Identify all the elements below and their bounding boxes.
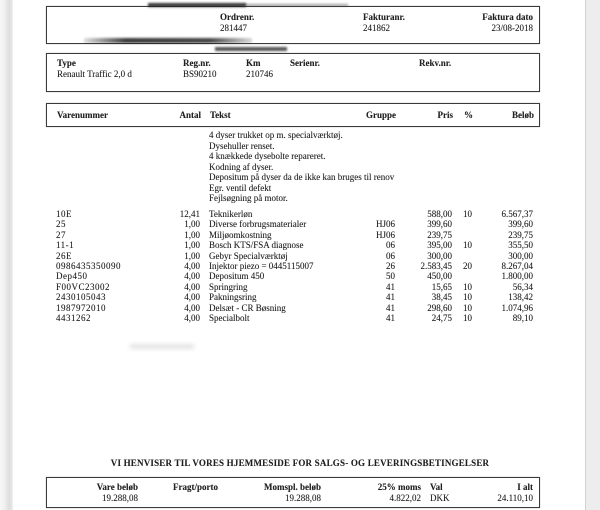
col-tekst: Tekst (210, 110, 231, 120)
item-row (0, 313, 600, 323)
col-belob: Beløb (511, 110, 534, 120)
moms-label: 25% moms (377, 482, 421, 492)
item-row (0, 292, 600, 302)
momspl-belob-value: 19.288,08 (285, 493, 321, 503)
item-belob: 89,10 (512, 312, 533, 323)
vehicle-info-box (46, 53, 540, 92)
item-tekst: Bosch KTS/FSA diagnose (209, 240, 304, 251)
item-varenummer: 26E (56, 250, 72, 261)
item-pris: 298,60 (427, 302, 452, 313)
item-antal: 4,00 (184, 312, 200, 323)
momspl-belob-label: Momspl. beløb (263, 482, 321, 492)
item-belob: 300,00 (508, 250, 533, 261)
item-gruppe: 06 (386, 240, 395, 251)
item-tekst: Gebyr Specialværktøj (209, 250, 288, 261)
item-pris: 399,60 (427, 219, 452, 230)
item-varenummer: 4431262 (56, 312, 91, 323)
item-varenummer: Dep450 (56, 271, 88, 282)
item-tekst: Specialbolt (209, 312, 250, 323)
description-line: Depositum på dyser da de ikke kan bruges til renov (209, 172, 395, 182)
item-gruppe: 41 (386, 281, 395, 292)
item-gruppe: HJ06 (375, 229, 395, 240)
km-value: 210746 (246, 69, 273, 79)
item-pris: 300,00 (427, 250, 452, 261)
item-belob: 399,60 (508, 219, 533, 230)
item-pct: 10 (463, 209, 472, 219)
item-pct: 10 (463, 292, 472, 303)
val-value: DKK (430, 493, 450, 503)
item-row (0, 271, 600, 281)
col-pct: % (464, 110, 473, 120)
item-tekst: Delsæt - CR Bøsning (209, 302, 286, 313)
item-varenummer: 2430105043 (56, 292, 106, 303)
totals-box (46, 477, 540, 508)
i-alt-label: I alt (517, 482, 533, 492)
item-pct: 10 (463, 281, 472, 292)
scan-smudge-dash (215, 47, 287, 51)
vare-belob-value: 19.288,08 (102, 493, 138, 503)
item-tekst: Depositum 450 (209, 271, 265, 282)
moms-value: 4.822,02 (389, 493, 421, 503)
km-label: Km (246, 58, 261, 68)
item-antal: 1,00 (184, 219, 200, 230)
items-table-header (46, 103, 540, 127)
item-belob: 1.800,00 (501, 271, 533, 282)
item-row (0, 209, 600, 219)
item-row (0, 303, 600, 313)
item-antal: 1,00 (184, 229, 200, 240)
item-pris: 239,75 (427, 229, 452, 240)
fakturadato-value: 23/08-2018 (491, 23, 533, 33)
item-pris: 450,00 (427, 271, 452, 282)
description-line: 4 knækkede dysebolte repareret. (209, 151, 326, 161)
col-antal: Antal (179, 110, 201, 120)
item-tekst: Miljøomkostning (209, 229, 272, 240)
item-gruppe: HJ06 (375, 219, 395, 230)
item-pct: 20 (463, 260, 472, 271)
item-antal: 4,00 (184, 271, 200, 282)
item-antal: 1,00 (184, 240, 200, 251)
rekvnr-label: Rekv.nr. (419, 58, 452, 68)
item-antal: 1,00 (184, 250, 200, 261)
fakturanr-value: 241862 (363, 23, 390, 33)
item-gruppe: 06 (386, 250, 395, 261)
item-tekst: Pakningsring (209, 292, 257, 303)
fragt-porto-label: Fragt/porto (173, 482, 218, 492)
item-row (0, 230, 600, 240)
item-varenummer: 10E (56, 209, 72, 219)
order-header-box (46, 6, 540, 44)
item-tekst: Injektor piezo = 0445115007 (209, 260, 314, 271)
item-gruppe: 41 (386, 312, 395, 323)
col-gruppe: Gruppe (365, 110, 396, 120)
ordrenr-value: 281447 (220, 23, 247, 33)
item-belob: 239,75 (508, 229, 533, 240)
val-label: Val (430, 482, 443, 492)
item-pct: 10 (463, 312, 472, 323)
items-rows (0, 209, 600, 323)
item-pris: 24,75 (431, 312, 452, 323)
item-pris: 2.583,45 (420, 260, 452, 271)
regnr-value: BS90210 (183, 69, 217, 79)
item-belob: 8.267,04 (501, 260, 533, 271)
type-value: Renault Traffic 2,0 d (57, 69, 132, 79)
regnr-label: Reg.nr. (183, 58, 211, 68)
item-antal: 4,00 (184, 302, 200, 313)
description-line: Fejlsøgning på motor. (209, 193, 288, 203)
item-pris: 15,65 (431, 281, 452, 292)
footer-notice: VI HENVISER TIL VORES HJEMMESIDE FOR SALGS- OG LEVERINGSBETINGELSER (110, 458, 490, 468)
item-pct: 10 (463, 302, 472, 313)
i-alt-value: 24.110,10 (497, 493, 533, 503)
item-antal: 4,00 (184, 260, 200, 271)
item-belob: 6.567,37 (501, 209, 533, 219)
item-varenummer: 27 (56, 229, 66, 240)
item-tekst: Diverse forbrugsmaterialer (209, 219, 307, 230)
item-belob: 355,50 (508, 240, 533, 251)
item-pris: 588,00 (427, 209, 452, 219)
item-varenummer: 11-1 (56, 240, 75, 251)
item-belob: 1.074,96 (501, 302, 533, 313)
fakturadato-label: Faktura dato (482, 12, 533, 22)
item-row (0, 251, 600, 261)
description-lines (0, 130, 600, 204)
item-gruppe: 26 (386, 260, 395, 271)
ordrenr-label: Ordrenr. (220, 12, 255, 22)
item-belob: 56,34 (512, 281, 533, 292)
description-line: Dysehuller renset. (209, 140, 275, 151)
fakturanr-label: Fakturanr. (363, 12, 405, 22)
item-row (0, 219, 600, 229)
item-gruppe: 41 (386, 302, 395, 313)
item-varenummer: 25 (56, 219, 66, 230)
description-line: Kodning af dyser. (209, 161, 274, 172)
item-pris: 38,45 (431, 292, 452, 303)
item-pris: 395,00 (427, 240, 452, 251)
description-line: Egr. ventil defekt (209, 182, 272, 193)
item-varenummer: 0986435350090 (56, 260, 121, 271)
item-varenummer: F00VC23002 (56, 281, 111, 292)
item-gruppe: 50 (386, 271, 395, 282)
item-belob: 138,42 (508, 292, 533, 303)
item-tekst: Teknikerløn (209, 209, 253, 219)
item-varenummer: 1987972010 (56, 302, 106, 313)
description-line: 4 dyser trukket op m. specialværktøj. (209, 130, 343, 140)
type-label: Type (57, 58, 76, 68)
item-antal: 4,00 (184, 292, 200, 303)
serienr-label: Serienr. (290, 58, 320, 68)
col-pris: Pris (437, 110, 453, 120)
vare-belob-label: Vare beløb (96, 482, 138, 492)
scan-smudge-faint (130, 344, 194, 349)
item-antal: 4,00 (184, 281, 200, 292)
item-antal: 12,41 (179, 209, 200, 219)
item-tekst: Springring (209, 281, 248, 292)
col-varenummer: Varenummer (57, 110, 108, 120)
item-row (0, 261, 600, 271)
item-pct: 10 (463, 240, 472, 251)
item-row (0, 240, 600, 250)
item-row (0, 282, 600, 292)
item-gruppe: 41 (386, 292, 395, 303)
